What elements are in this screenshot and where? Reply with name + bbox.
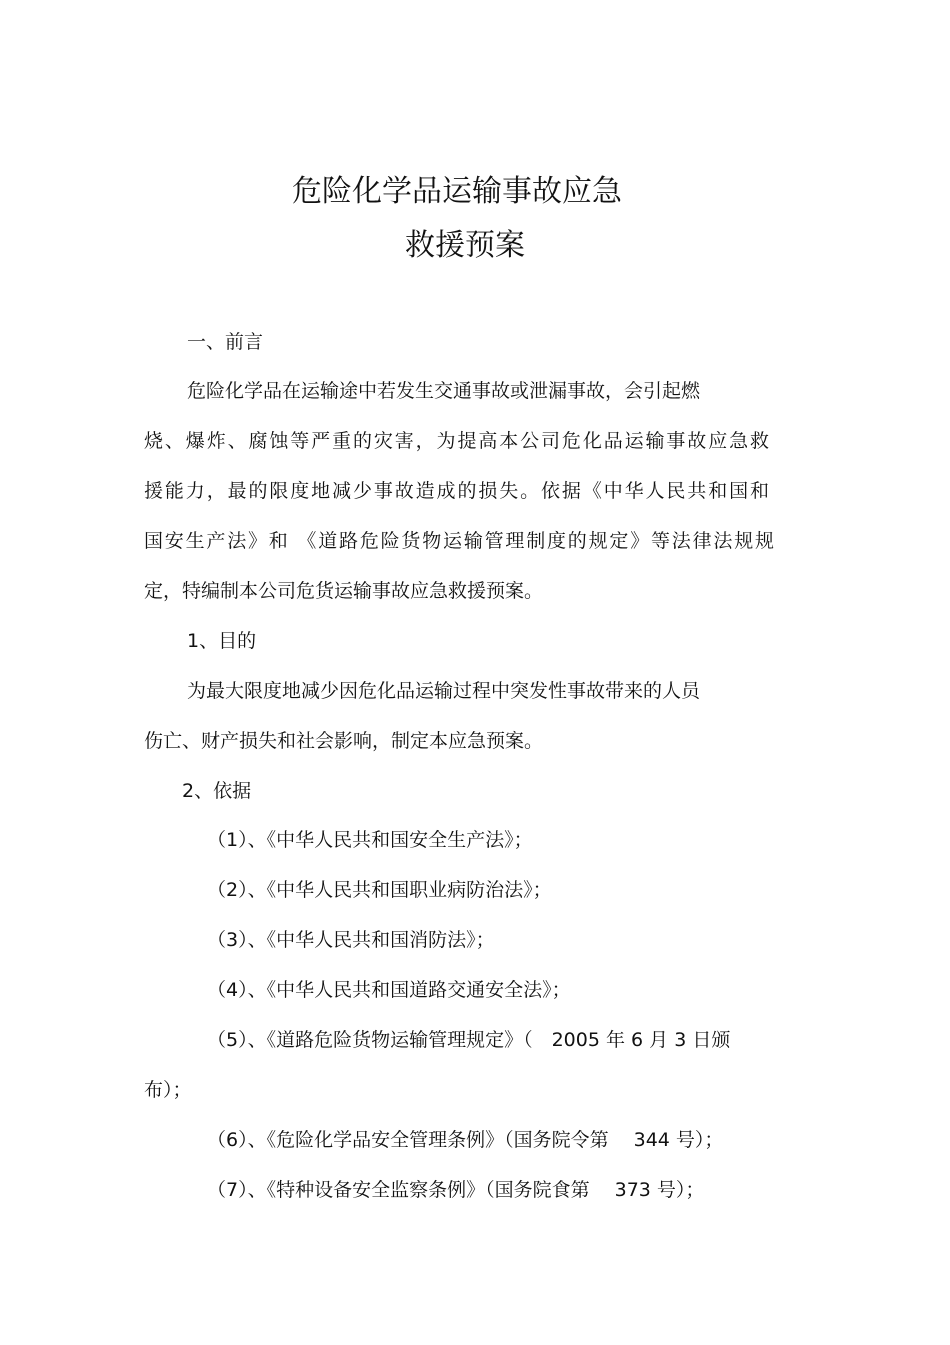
basis-list-item: （5）、《道路危险货物运输管理规定》（ 2005 年 6 月 3 日颁	[207, 1029, 731, 1051]
basis-list-item: （1）、《中华人民共和国安全生产法》；	[207, 829, 533, 851]
purpose-heading: 1、目的	[187, 630, 257, 652]
purpose-paragraph-line: 为最大限度地减少因危化品运输过程中突发性事故带来的人员	[187, 680, 701, 702]
section-heading-preface: 一、前言	[187, 331, 264, 353]
basis-list-item: （3）、《中华人民共和国消防法》；	[207, 929, 495, 951]
basis-list-item: （6）、《危险化学品安全管理条例》（国务院令第 344 号）；	[207, 1129, 724, 1151]
intro-paragraph-line: 国安生产法》和 《道路危险货物运输管理制度的规定》等法律法规规	[144, 530, 774, 552]
purpose-paragraph-line: 伤亡、财产损失和社会影响，制定本应急预案。	[144, 730, 544, 752]
basis-list-item: （4）、《中华人民共和国道路交通安全法》；	[207, 979, 571, 1001]
intro-paragraph-line: 烧、爆炸、腐蚀等严重的灾害，为提高本公司危化品运输事故应急救	[144, 430, 769, 452]
basis-list-item-continuation: 布）；	[144, 1079, 192, 1101]
intro-paragraph-line: 危险化学品在运输途中若发生交通事故或泄漏事故，会引起燃	[187, 380, 701, 402]
intro-paragraph-line: 援能力，最的限度地减少事故造成的损失。依据《中华人民共和国和	[144, 480, 769, 502]
basis-heading: 2、依据	[182, 780, 252, 802]
intro-paragraph-line: 定，特编制本公司危货运输事故应急救援预案。	[144, 580, 544, 602]
document-title-line2: 救援预案	[405, 228, 525, 263]
basis-list-item: （2）、《中华人民共和国职业病防治法》；	[207, 879, 552, 901]
basis-list-item: （7）、《特种设备安全监察条例》（国务院食第 373 号）；	[207, 1179, 705, 1201]
document-title-line1: 危险化学品运输事故应急	[292, 174, 622, 209]
